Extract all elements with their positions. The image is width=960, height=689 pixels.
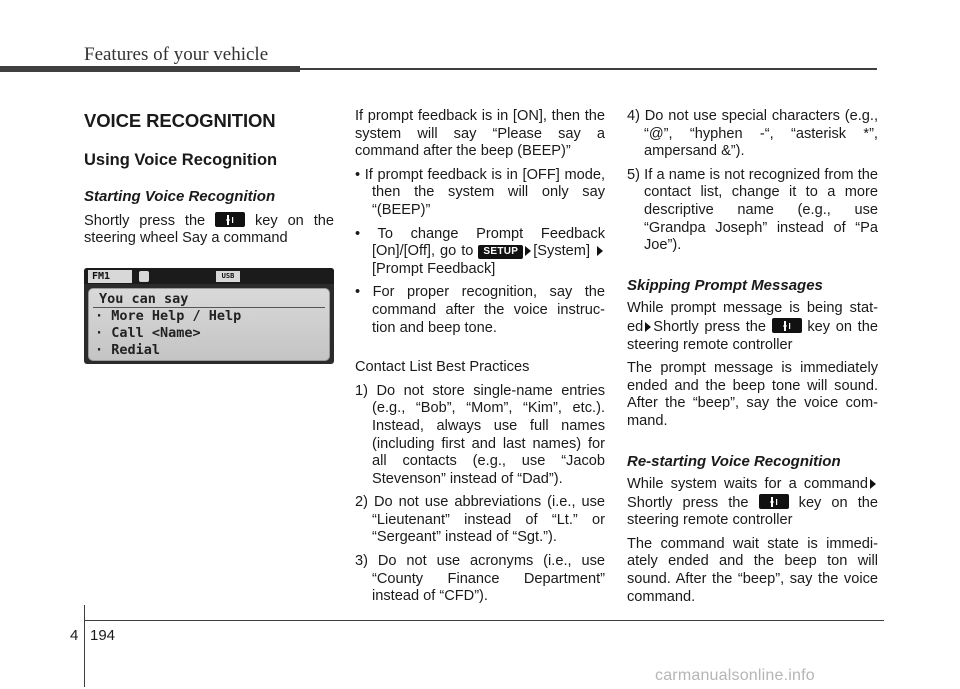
skipping-text-b: Shortly press the (653, 318, 766, 335)
restart-title: Re-starting Voice Recognition (627, 452, 841, 470)
contact-list-title: Contact List Best Practices (355, 359, 530, 376)
starting-text-a: Shortly press the (84, 212, 206, 229)
bluetooth-icon (139, 271, 149, 282)
screen-heading: You can say (93, 289, 325, 308)
restart-paragraph (627, 476, 878, 530)
starting-title: Starting Voice Recognition (84, 188, 276, 206)
column-2 (355, 108, 605, 606)
skipping-title: Skipping Prompt Messages (627, 276, 823, 294)
voice-talk-key-icon (759, 494, 789, 509)
footer-divider (84, 605, 85, 687)
page-header-title: Features of your vehicle (84, 44, 269, 65)
column-3 (627, 108, 878, 606)
list-item: 4) Do not use special characters (e.g., “@”, “hyphen -“, “asterisk *”, ampersand &”). (627, 108, 878, 160)
skipping-text-a: While prompt message is being stat-ed (627, 300, 878, 335)
starting-text-b: key on the steering wheel Say a command (84, 212, 334, 247)
voice-talk-key-icon (772, 318, 802, 333)
triangle-arrow-icon (597, 246, 603, 256)
section-title: VOICE RECOGNITION (84, 110, 276, 131)
list-item: 5) If a name is not recognized from the contact list, change it to a more descriptive name (e.g., use “Grandpa Joseph” instead of “Pa Joe”). (627, 166, 878, 254)
screen-option: · Redial (95, 341, 161, 358)
bullet-item: • If prompt feedback is in [OFF] mode, then the system will only say “(BEEP)” (355, 166, 605, 218)
list-item: 2) Do not use abbreviations (i.e., use “Lieutenant” instead of “Lt.” or “Sergeant” instead of “Sgt.”). (355, 494, 605, 546)
skipping-paragraph (627, 300, 878, 354)
triangle-arrow-icon (525, 246, 531, 256)
prompt-feedback-intro: If prompt feedback is in [ON], then the system will say “Please say a command after the beep (BEEP)” (355, 108, 605, 160)
bullet-item (355, 226, 605, 279)
screen-option: · More Help / Help (95, 307, 242, 324)
bullet-text: • To change Prompt Feedback [On]/[Off], go to (355, 225, 605, 260)
setup-key-icon: SETUP (478, 245, 523, 259)
voice-talk-key-icon (215, 212, 245, 227)
column-1 (84, 108, 334, 364)
restart-text-c: key on the steering remote controller (627, 494, 878, 529)
voice-recognition-screen-image (84, 268, 334, 364)
subsection-title: Using Voice Recognition (84, 150, 278, 169)
band-label: FM1 (88, 270, 132, 283)
list-item: 3) Do not use acronyms (i.e., use “County Finance Department” instead of “CFD”). (355, 553, 605, 605)
footer-rule (84, 620, 884, 621)
skipping-paragraph-2: The prompt message is immediately ended and the beep tone will sound. After the “beep”, say the voice com-mand. (627, 360, 878, 429)
usb-label: USB (216, 271, 240, 282)
skipping-text-c: key on the steering remote controller (627, 318, 878, 353)
starting-paragraph (84, 212, 334, 248)
watermark: carmanualsonline.info (655, 667, 815, 684)
list-item: 1) Do not store single-name entries (e.g., “Bob”, “Mom”, “Kim”, etc.). Instead, always use full names (including first and last names) for all contacts (e.g., use “Jacob Stevenson” instead of “Dad”). (355, 382, 605, 487)
restart-paragraph-2: The command wait state is immedi-ately ended and the beep ton will sound. After the “beep”, say the voice command. (627, 535, 878, 605)
bullet-text: [System] (533, 243, 590, 260)
restart-text-b: Shortly press the (627, 494, 749, 511)
triangle-arrow-icon (870, 479, 876, 489)
triangle-arrow-icon (645, 322, 651, 332)
page-number: 194 (90, 627, 116, 644)
bullet-text: [Prompt Feedback] (372, 260, 496, 277)
screen-option: · Call <Name> (95, 324, 201, 341)
chapter-number: 4 (70, 627, 79, 644)
header-rule (0, 66, 877, 72)
restart-text-a: While system waits for a command (627, 476, 868, 493)
bullet-item: • For proper recognition, say the command after the voice instruc-tion and beep tone. (355, 284, 605, 336)
screen-panel (88, 288, 330, 361)
